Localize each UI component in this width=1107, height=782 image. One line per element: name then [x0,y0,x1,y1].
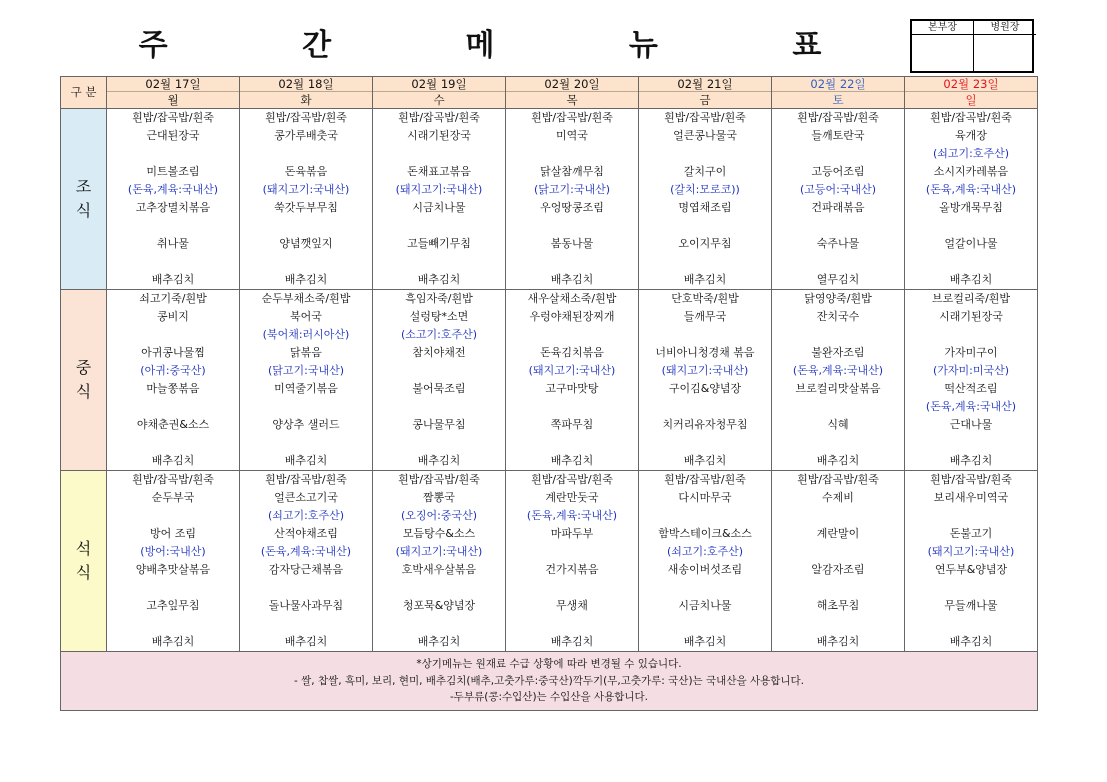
approval-header-director: 본부장 [912,21,974,35]
menu-item: 감자당근채볶음 [268,563,344,576]
menu-item: 야채춘권&소스 [136,418,210,431]
menu-item [905,615,1037,633]
menu-item [772,326,904,344]
header-weekday: 일 [965,93,977,107]
menu-item: 근대나물 [949,418,993,431]
menu-item [107,398,239,416]
menu-item: 배추김치 [683,273,727,286]
header-date: 02월 20일 [506,77,638,92]
menu-item [240,145,372,163]
origin-label: (아귀:중국산) [140,364,206,377]
note-line: *상기메뉴는 원재료 수급 상황에 따라 변경될 수 있습니다. [416,658,682,670]
meal-label-breakfast [61,109,107,290]
menu-item [373,398,505,416]
menu-item: 배추김치 [683,454,727,467]
menu-item [905,326,1037,344]
menu-item: 흰밥/잡곡밥/흰죽 [398,473,480,486]
menu-item [506,398,638,416]
origin-label: (돼지고기:국내산) [262,183,350,196]
menu-cell [639,471,772,652]
origin-label: (방어:국내산) [140,545,206,558]
header-day-1 [240,77,373,109]
menu-item: 근대된장국 [146,129,200,142]
note-line: -두부류(콩:수입산)는 수입산을 사용합니다. [450,691,648,703]
menu-cell [772,471,905,652]
menu-item: 흰밥/잡곡밥/흰죽 [132,473,214,486]
menu-item: 떡산적조림 [944,382,998,395]
menu-item: 치커리유자청무침 [662,418,748,431]
menu-cell [772,109,905,290]
header-weekday: 금 [699,93,711,107]
menu-item: 고구마맛탕 [545,382,599,395]
menu-item: 흰밥/잡곡밥/흰죽 [531,473,613,486]
menu-item: 우렁야채된장찌개 [529,310,615,323]
menu-item: 콩가루배춧국 [274,129,338,142]
meal-label-text: 조 식 [75,177,92,220]
menu-item [373,615,505,633]
header-date: 02월 23일 [905,77,1037,92]
menu-item [772,615,904,633]
menu-item [772,217,904,235]
menu-item: 육개장 [955,129,987,142]
origin-label: (돼지고기:국내산) [927,545,1015,558]
menu-item: 배추김치 [816,635,860,648]
menu-item [107,217,239,235]
menu-item [107,145,239,163]
menu-item: 배추김치 [284,454,328,467]
menu-cell [240,109,373,290]
header-weekday: 목 [566,93,578,107]
menu-item: 쑥갓두부무침 [274,201,338,214]
menu-item: 배추김치 [151,454,195,467]
menu-item: 우엉땅콩조림 [540,201,604,214]
menu-item: 수제비 [822,491,854,504]
menu-item: 브로컬리죽/흰밥 [931,292,1011,305]
menu-item [506,543,638,561]
approval-header-president: 병원장 [974,21,1036,35]
menu-item: 배추김치 [417,454,461,467]
menu-item: 연두부&양념장 [934,563,1008,576]
menu-item [772,543,904,561]
menu-item: 산적야채조림 [274,527,338,540]
weekly-menu-table [60,76,1038,711]
menu-item [772,579,904,597]
meal-row-breakfast [61,109,1038,290]
menu-item: 청포묵&양념장 [402,599,476,612]
menu-item: 소시지카레볶음 [933,165,1009,178]
menu-item: 배추김치 [550,635,594,648]
origin-label: (돈육,계육:국내산) [925,183,1017,196]
menu-item [772,434,904,452]
header-row [61,77,1038,109]
header-day-0 [107,77,240,109]
origin-label: (고등어:국내산) [799,183,877,196]
menu-item: 불완자조림 [811,346,865,359]
menu-cell [107,109,240,290]
menu-item: 새우살채소죽/흰밥 [527,292,617,305]
menu-item [107,615,239,633]
menu-item [107,579,239,597]
menu-item [639,398,771,416]
menu-item: 미역국 [556,129,588,142]
menu-item: 흰밥/잡곡밥/흰죽 [265,473,347,486]
menu-item [772,253,904,271]
menu-cell [107,471,240,652]
menu-item [639,507,771,525]
menu-item [373,434,505,452]
menu-item [373,362,505,380]
menu-item: 배추김치 [683,635,727,648]
meal-row-lunch [61,290,1038,471]
header-day-6 [905,77,1038,109]
menu-item: 순두부국 [151,491,195,504]
menu-item: 배추김치 [417,273,461,286]
menu-item: 함박스테이크&소스 [658,527,752,540]
menu-item: 가자미구이 [944,346,998,359]
header-date: 02월 22일 [772,77,904,92]
menu-item [772,145,904,163]
menu-item: 시금치나물 [412,201,466,214]
menu-item [905,579,1037,597]
menu-item: 쇠고기죽/흰밥 [139,292,207,305]
menu-item: 불어묵조림 [412,382,466,395]
header-day-2 [373,77,506,109]
menu-item: 건파래볶음 [811,201,865,214]
menu-item: 배추김치 [949,273,993,286]
menu-cell [240,290,373,471]
menu-item [639,615,771,633]
menu-item: 시금치나물 [678,599,732,612]
menu-item: 구이김&양념장 [668,382,742,395]
menu-item: 얼큰콩나물국 [673,129,737,142]
menu-cell [905,471,1038,652]
header-weekday: 월 [167,93,179,107]
menu-item [905,507,1037,525]
menu-item: 쪽파무침 [550,418,594,431]
menu-item [373,217,505,235]
header-weekday: 수 [433,93,445,107]
menu-cell [107,290,240,471]
menu-item [905,253,1037,271]
menu-item: 모듬탕수&소스 [402,527,476,540]
origin-label: (돈육,계육:국내산) [792,364,884,377]
menu-item [905,217,1037,235]
meal-label-text: 중 식 [75,358,92,401]
header-date: 02월 17일 [107,77,239,92]
menu-item: 너비아니청경채 볶음 [655,346,755,359]
menu-item: 참치야채전 [412,346,466,359]
menu-item: 올방개묵무침 [939,201,1003,214]
menu-item: 흰밥/잡곡밥/흰죽 [797,111,879,124]
meal-label-dinner [61,471,107,652]
menu-cell [905,109,1038,290]
menu-cell [905,290,1038,471]
origin-label: (돈육,계육:국내산) [127,183,219,196]
menu-item: 배추김치 [550,454,594,467]
menu-item: 잔치국수 [816,310,860,323]
header-weekday: 토 [832,93,844,107]
menu-item: 알감자조림 [811,563,865,576]
menu-item: 고등어조림 [811,165,865,178]
menu-item: 흰밥/잡곡밥/흰죽 [531,111,613,124]
menu-item: 배추김치 [284,273,328,286]
menu-cell [373,109,506,290]
menu-item: 건가지볶음 [545,563,599,576]
menu-item: 얼큰소고기국 [274,491,338,504]
menu-item: 식혜 [827,418,849,431]
menu-item: 새송이버섯조림 [667,563,743,576]
menu-item [639,217,771,235]
menu-item [639,326,771,344]
notes-cell [61,652,1038,711]
menu-cell [506,471,639,652]
menu-item: 설렁탕*소면 [409,310,469,323]
menu-item [373,579,505,597]
menu-item: 북어국 [290,310,322,323]
menu-item: 양상추 샐러드 [272,418,340,431]
header-date: 02월 21일 [639,77,771,92]
menu-cell [639,109,772,290]
approval-sign-president [974,35,1036,73]
menu-item: 얼갈이나물 [944,237,998,250]
meal-label-text: 석 식 [75,539,92,582]
menu-item: 다시마무국 [678,491,732,504]
header-day-3 [506,77,639,109]
menu-item: 미역줄기볶음 [274,382,338,395]
origin-label: (돈육,계육:국내산) [260,545,352,558]
origin-label: (소고기:호주산) [400,328,478,341]
meal-label-lunch [61,290,107,471]
menu-item [506,434,638,452]
menu-item [506,579,638,597]
menu-item: 단호박죽/흰밥 [671,292,739,305]
menu-cell [373,471,506,652]
menu-cell [506,290,639,471]
origin-label: (닭고기:국내산) [267,364,345,377]
menu-item [506,253,638,271]
notes-row [61,652,1038,711]
header-date: 02월 19일 [373,77,505,92]
menu-item: 고추잎무침 [146,599,200,612]
menu-item [506,615,638,633]
menu-item: 닭볶음 [290,346,322,359]
menu-item: 취나물 [157,237,189,250]
menu-item: 시래기된장국 [407,129,471,142]
menu-item: 배추김치 [949,635,993,648]
menu-item: 흰밥/잡곡밥/흰죽 [930,111,1012,124]
menu-item [772,398,904,416]
header-weekday: 화 [300,93,312,107]
origin-label: (오징어:중국산) [400,509,478,522]
approval-sign-director [912,35,974,73]
page-title: 주 간 메 뉴 표 [138,28,884,63]
menu-item [506,326,638,344]
menu-item [373,253,505,271]
header-label: 구 분 [61,77,107,109]
menu-item [107,434,239,452]
menu-item: 돈채표고볶음 [407,165,471,178]
menu-item: 배추김치 [949,454,993,467]
menu-item: 봄동나물 [550,237,594,250]
menu-cell [639,290,772,471]
menu-item: 계란만둣국 [545,491,599,504]
menu-item [240,615,372,633]
menu-item: 양배추맛살볶음 [135,563,211,576]
menu-item: 흰밥/잡곡밥/흰죽 [797,473,879,486]
menu-item [772,507,904,525]
menu-item: 마늘쫑볶음 [146,382,200,395]
menu-item: 호박새우살볶음 [401,563,477,576]
menu-item: 명엽채조림 [678,201,732,214]
origin-label: (돼지고기:국내산) [395,183,483,196]
origin-label: (갈치:모로코)) [670,183,740,196]
menu-item [639,434,771,452]
menu-item: 배추김치 [151,635,195,648]
menu-item: 배추김치 [550,273,594,286]
menu-item [240,398,372,416]
menu-item: 돌나물사과무침 [268,599,344,612]
menu-item: 닭살참깨무침 [540,165,604,178]
origin-label: (돼지고기:국내산) [528,364,616,377]
menu-item: 흰밥/잡곡밥/흰죽 [132,111,214,124]
menu-item: 순두부채소죽/흰밥 [261,292,351,305]
menu-item [107,507,239,525]
menu-item: 흑임자죽/흰밥 [405,292,473,305]
origin-label: (돈육,계육:국내산) [526,509,618,522]
origin-label: (쇠고기:호주산) [267,509,345,522]
menu-item: 무들깨나물 [944,599,998,612]
menu-item [506,145,638,163]
menu-item: 해초무침 [816,599,860,612]
origin-label: (북어채:러시아산) [262,328,350,341]
menu-item: 숙주나물 [816,237,860,250]
header-day-5 [772,77,905,109]
menu-item: 마파두부 [550,527,594,540]
menu-item: 닭영양죽/흰밥 [804,292,872,305]
menu-cell [506,109,639,290]
menu-item: 돈육볶음 [284,165,328,178]
menu-item: 배추김치 [151,273,195,286]
menu-item: 배추김치 [284,635,328,648]
menu-item [240,434,372,452]
header-date: 02월 18일 [240,77,372,92]
menu-cell [373,290,506,471]
note-line: - 쌀, 찹쌀, 흑미, 보리, 현미, 배추김치(배추,고춧가루:중국산)깍두기(무,고춧가루: 국산)는 국내산을 사용합니다. [294,674,804,687]
menu-item [639,579,771,597]
header-day-4 [639,77,772,109]
menu-item [240,579,372,597]
menu-item: 흰밥/잡곡밥/흰죽 [265,111,347,124]
origin-label: (돈육,계육:국내산) [925,400,1017,413]
origin-label: (닭고기:국내산) [533,183,611,196]
menu-item [240,253,372,271]
menu-item: 방어 조림 [149,527,196,540]
origin-label: (쇠고기:호주산) [666,545,744,558]
menu-item: 흰밥/잡곡밥/흰죽 [664,111,746,124]
menu-item: 배추김치 [816,454,860,467]
meal-row-dinner [61,471,1038,652]
menu-item [506,217,638,235]
menu-item [905,434,1037,452]
menu-item: 무생채 [556,599,588,612]
menu-item: 시래기된장국 [939,310,1003,323]
menu-item: 흰밥/잡곡밥/흰죽 [398,111,480,124]
menu-item: 돈불고기 [949,527,993,540]
menu-item [639,253,771,271]
menu-item: 들깨무국 [683,310,727,323]
menu-item: 브로컬리맛살볶음 [795,382,881,395]
menu-item: 오이지무침 [678,237,732,250]
menu-item [107,253,239,271]
origin-label: (가자미:미국산) [932,364,1010,377]
menu-item: 흰밥/잡곡밥/흰죽 [930,473,1012,486]
menu-item: 콩나물무침 [412,418,466,431]
origin-label: (쇠고기:호주산) [932,147,1010,160]
menu-item: 열무김치 [816,273,860,286]
menu-cell [240,471,373,652]
menu-item: 들깨토란국 [811,129,865,142]
menu-item: 아귀콩나물찜 [141,346,205,359]
menu-item [240,217,372,235]
menu-item: 고들빼기무침 [407,237,471,250]
menu-item [373,145,505,163]
origin-label: (돼지고기:국내산) [661,364,749,377]
menu-item: 배추김치 [417,635,461,648]
menu-item: 흰밥/잡곡밥/흰죽 [664,473,746,486]
menu-item: 짬뽕국 [423,491,455,504]
origin-label: (돼지고기:국내산) [395,545,483,558]
menu-item: 콩비지 [157,310,189,323]
approval-box [910,19,1034,73]
menu-cell [772,290,905,471]
menu-item: 양념깻잎지 [279,237,333,250]
menu-item: 계란말이 [816,527,860,540]
menu-item [639,145,771,163]
menu-item: 미트볼조림 [146,165,200,178]
menu-item [107,326,239,344]
menu-item: 돈육김치볶음 [540,346,604,359]
menu-item: 갈치구이 [683,165,727,178]
menu-item: 고추장멸치볶음 [135,201,211,214]
menu-item: 보리새우미역국 [933,491,1009,504]
